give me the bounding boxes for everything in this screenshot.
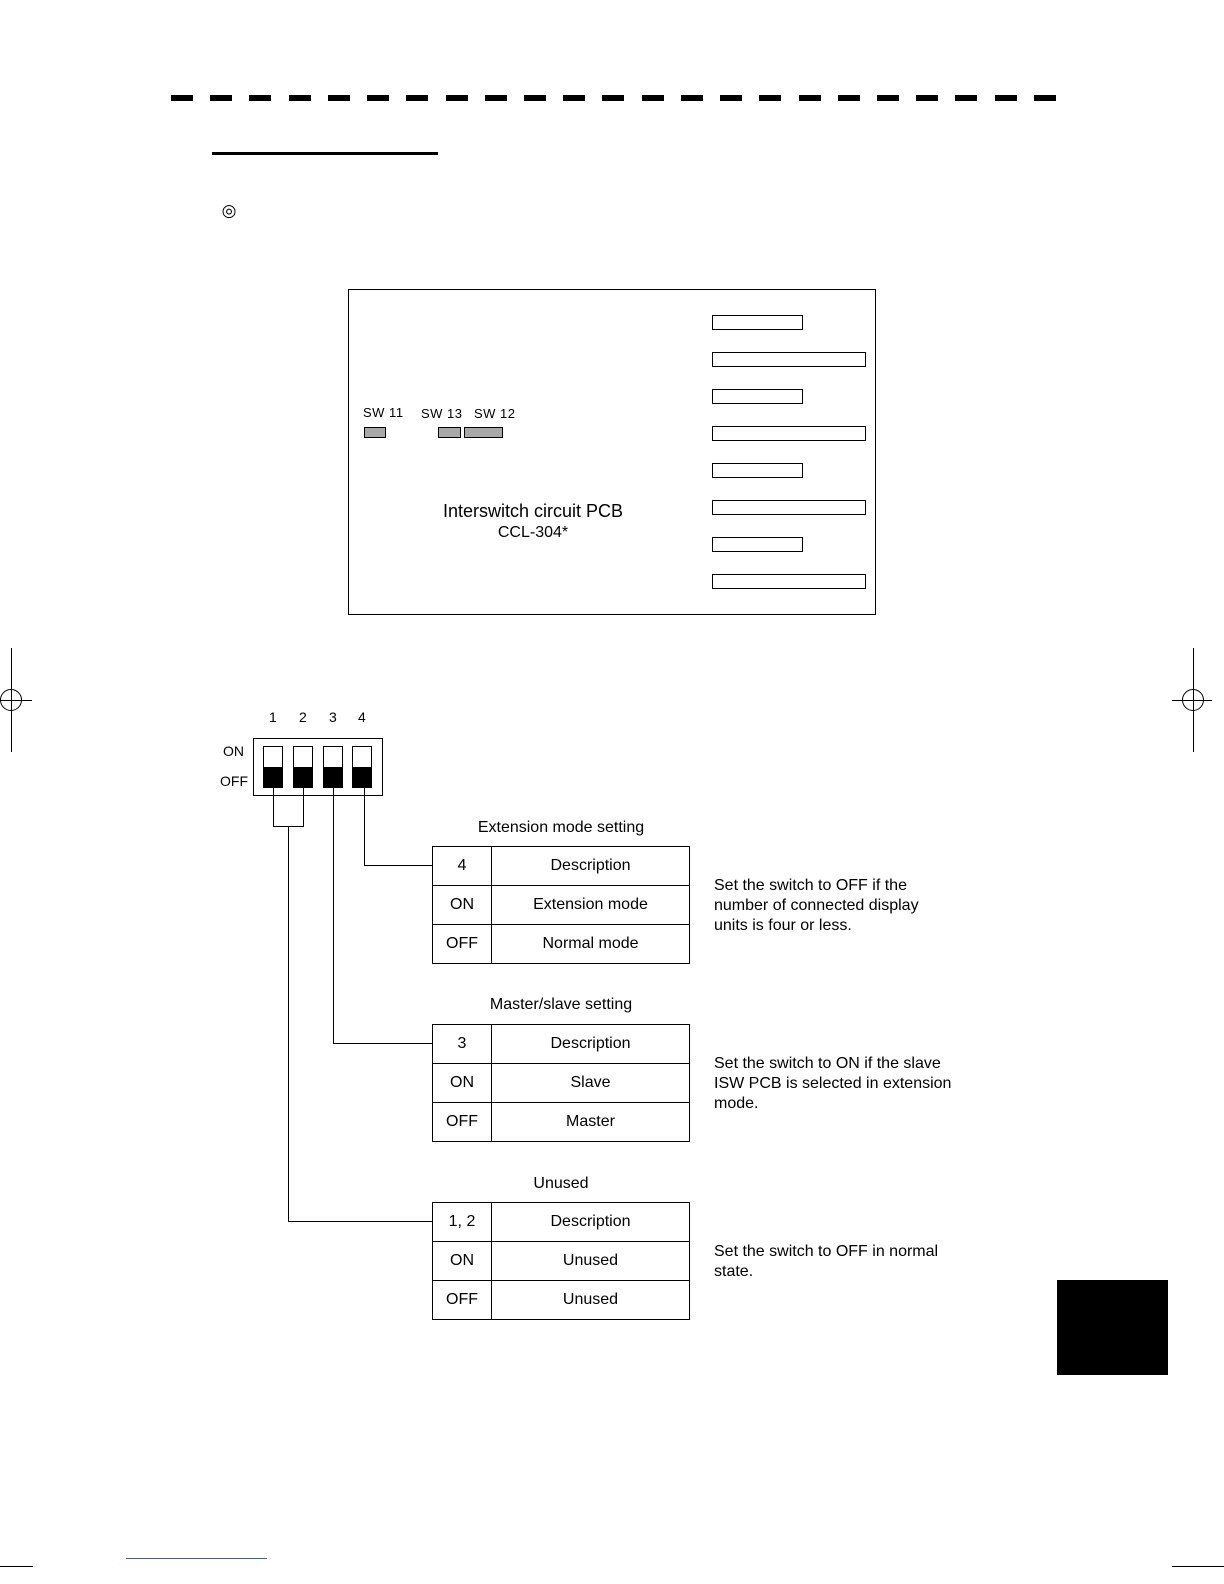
table-row	[433, 1064, 690, 1103]
table-row	[433, 925, 690, 964]
master-slave-table	[432, 1024, 690, 1142]
section-title-underline	[212, 152, 438, 155]
header-dashed-rule	[171, 95, 1056, 101]
table-cell: OFF	[433, 1281, 492, 1320]
connector	[712, 426, 866, 441]
wire	[364, 788, 365, 866]
connector	[712, 574, 866, 589]
table-cell: Unused	[492, 1242, 690, 1281]
table-row	[433, 847, 690, 886]
extension-mode-note: Set the switch to OFF if the number of connected display units is four or less.	[714, 877, 919, 934]
wire	[333, 1043, 432, 1044]
dip-number-1: 1	[269, 709, 277, 725]
wire	[303, 788, 304, 827]
connector	[712, 315, 803, 330]
footer-line	[126, 1558, 267, 1559]
table-cell: 3	[433, 1025, 492, 1064]
wire	[364, 865, 432, 866]
table-cell: Master	[492, 1103, 690, 1142]
crop-mark	[0, 1566, 33, 1567]
dip-switch-3	[323, 746, 343, 788]
table-cell: Normal mode	[492, 925, 690, 964]
dip-switch-4	[352, 746, 372, 788]
pcb-name: Interswitch circuit PCB	[442, 501, 624, 521]
pcb-model: CCL-304*	[497, 524, 569, 541]
master-slave-caption: Master/slave setting	[489, 996, 633, 1013]
table-row	[433, 886, 690, 925]
connector	[712, 463, 803, 478]
wire	[273, 788, 274, 827]
dip-off-label: OFF	[220, 773, 248, 789]
unused-table	[432, 1202, 690, 1320]
table-cell: ON	[433, 1242, 492, 1281]
table-cell: Description	[492, 1203, 690, 1242]
crop-mark	[1172, 1566, 1224, 1567]
registration-mark-icon	[0, 689, 22, 711]
dip-number-4: 4	[358, 709, 366, 725]
table-row	[433, 1203, 690, 1242]
table-row	[433, 1025, 690, 1064]
sw11-label: SW 11	[363, 405, 404, 420]
wire	[288, 1221, 432, 1222]
chapter-tab	[1057, 1280, 1168, 1375]
unused-caption: Unused	[533, 1175, 589, 1192]
connector	[712, 500, 866, 515]
table-cell: ON	[433, 1064, 492, 1103]
table-cell: OFF	[433, 1103, 492, 1142]
registration-mark-icon	[1182, 689, 1204, 711]
extension-mode-caption: Extension mode setting	[477, 819, 645, 836]
dip-on-label: ON	[223, 743, 244, 759]
double-circle-icon: ◎	[221, 201, 237, 220]
table-cell: Extension mode	[492, 886, 690, 925]
wire	[288, 826, 289, 1222]
unused-note: Set the switch to OFF in normal state.	[714, 1243, 939, 1280]
connector	[712, 352, 866, 367]
table-row	[433, 1242, 690, 1281]
table-cell: 1, 2	[433, 1203, 492, 1242]
table-cell: 4	[433, 847, 492, 886]
master-slave-note: Set the switch to ON if the slave ISW PCB is selected in extension mode.	[714, 1055, 952, 1112]
sw13-label: SW 13	[421, 406, 463, 421]
table-cell: Slave	[492, 1064, 690, 1103]
sw12-switch	[464, 427, 503, 438]
table-row	[433, 1103, 690, 1142]
dip-number-2: 2	[299, 709, 307, 725]
connector	[712, 389, 803, 404]
dip-number-3: 3	[329, 709, 337, 725]
pcb-outline	[348, 289, 876, 615]
extension-mode-table	[432, 846, 690, 964]
dip-switch-2	[293, 746, 313, 788]
sw13-switch	[438, 427, 461, 438]
table-cell: Description	[492, 847, 690, 886]
table-cell: OFF	[433, 925, 492, 964]
table-row	[433, 1281, 690, 1320]
table-cell: Description	[492, 1025, 690, 1064]
dip-switch-1	[263, 746, 283, 788]
wire	[333, 788, 334, 1044]
table-cell: ON	[433, 886, 492, 925]
table-cell: Unused	[492, 1281, 690, 1320]
sw12-label: SW 12	[474, 406, 516, 421]
connector	[712, 537, 803, 552]
sw11-switch	[364, 427, 386, 438]
pcb-caption	[400, 500, 666, 544]
